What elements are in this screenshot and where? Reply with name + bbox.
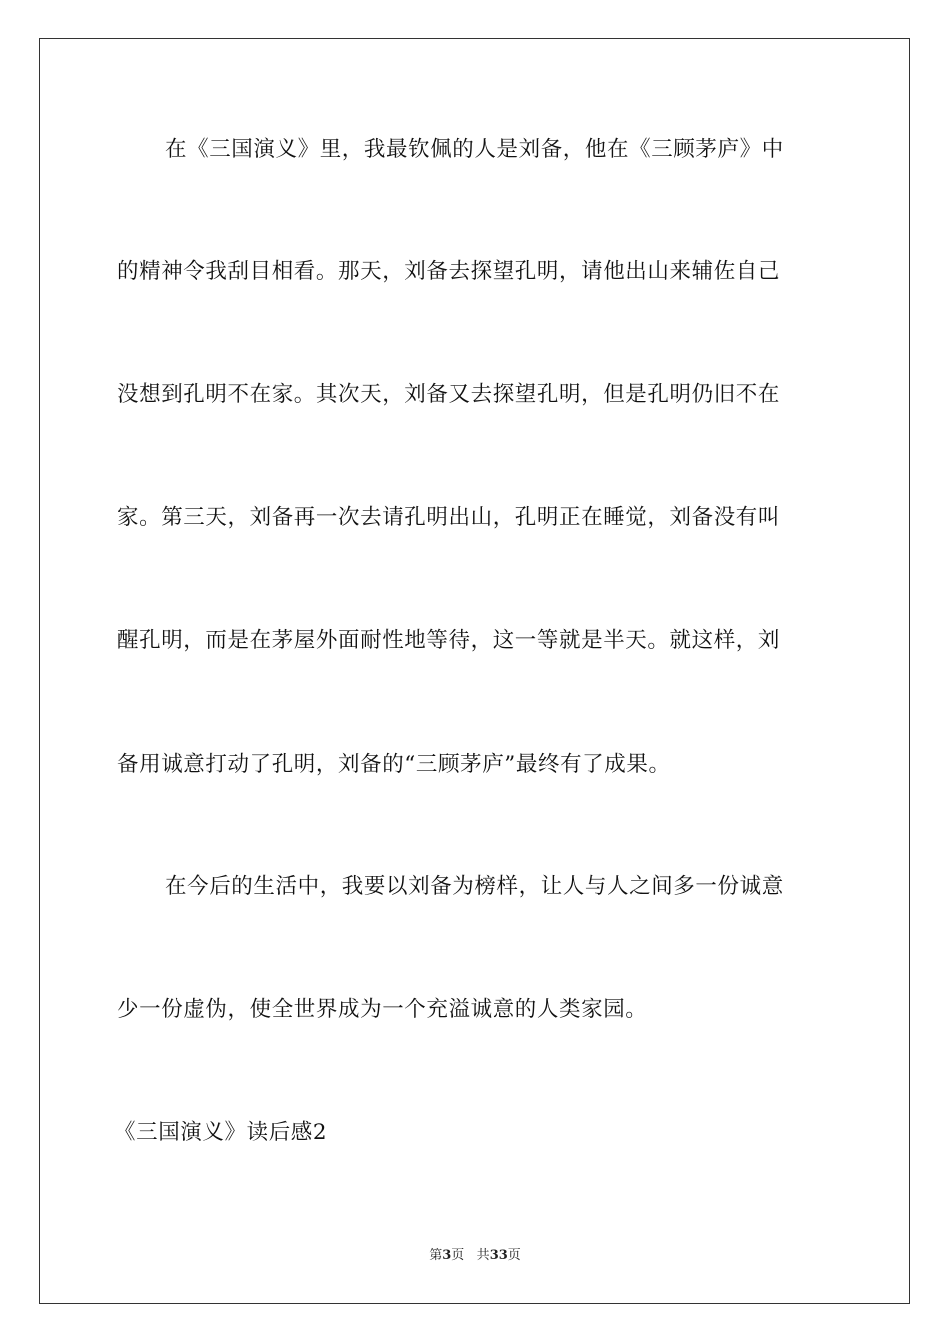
footer-total-suffix: 页	[507, 1248, 521, 1263]
paragraph-1-line-5: 醒孔明，而是在茅屋外面耐性地等待，这一等就是半天。就这样，刘	[117, 628, 781, 653]
section-heading: 《三国演义》读后感2	[114, 1120, 328, 1145]
paragraph-1-line-2: 的精神令我刮目相看。那天，刘备去探望孔明，请他出山来辅佐自己	[117, 259, 781, 284]
paragraph-2-line-2: 少一份虚伪，使全世界成为一个充溢诚意的人类家园。	[117, 997, 648, 1022]
footer-page-prefix: 第	[429, 1248, 443, 1263]
page-border	[39, 38, 910, 1304]
page-footer	[0, 1244, 950, 1263]
footer-total-prefix: 共	[476, 1248, 490, 1263]
paragraph-1-line-6: 备用诚意打动了孔明，刘备的“三顾茅庐”最终有了成果。	[117, 752, 671, 777]
footer-page-number: 3	[442, 1248, 452, 1263]
paragraph-1-line-1: 在《三国演义》里，我最钦佩的人是刘备，他在《三顾茅庐》中	[165, 137, 784, 162]
paragraph-1-line-3: 没想到孔明不在家。其次天，刘备又去探望孔明，但是孔明仍旧不在	[117, 382, 781, 407]
footer-total-pages: 33	[489, 1248, 508, 1263]
paragraph-1-line-4: 家。第三天，刘备再一次去请孔明出山，孔明正在睡觉，刘备没有叫	[117, 505, 781, 530]
paragraph-2-line-1: 在今后的生活中，我要以刘备为榜样，让人与人之间多一份诚意	[165, 874, 784, 899]
footer-page-suffix: 页	[451, 1248, 465, 1263]
